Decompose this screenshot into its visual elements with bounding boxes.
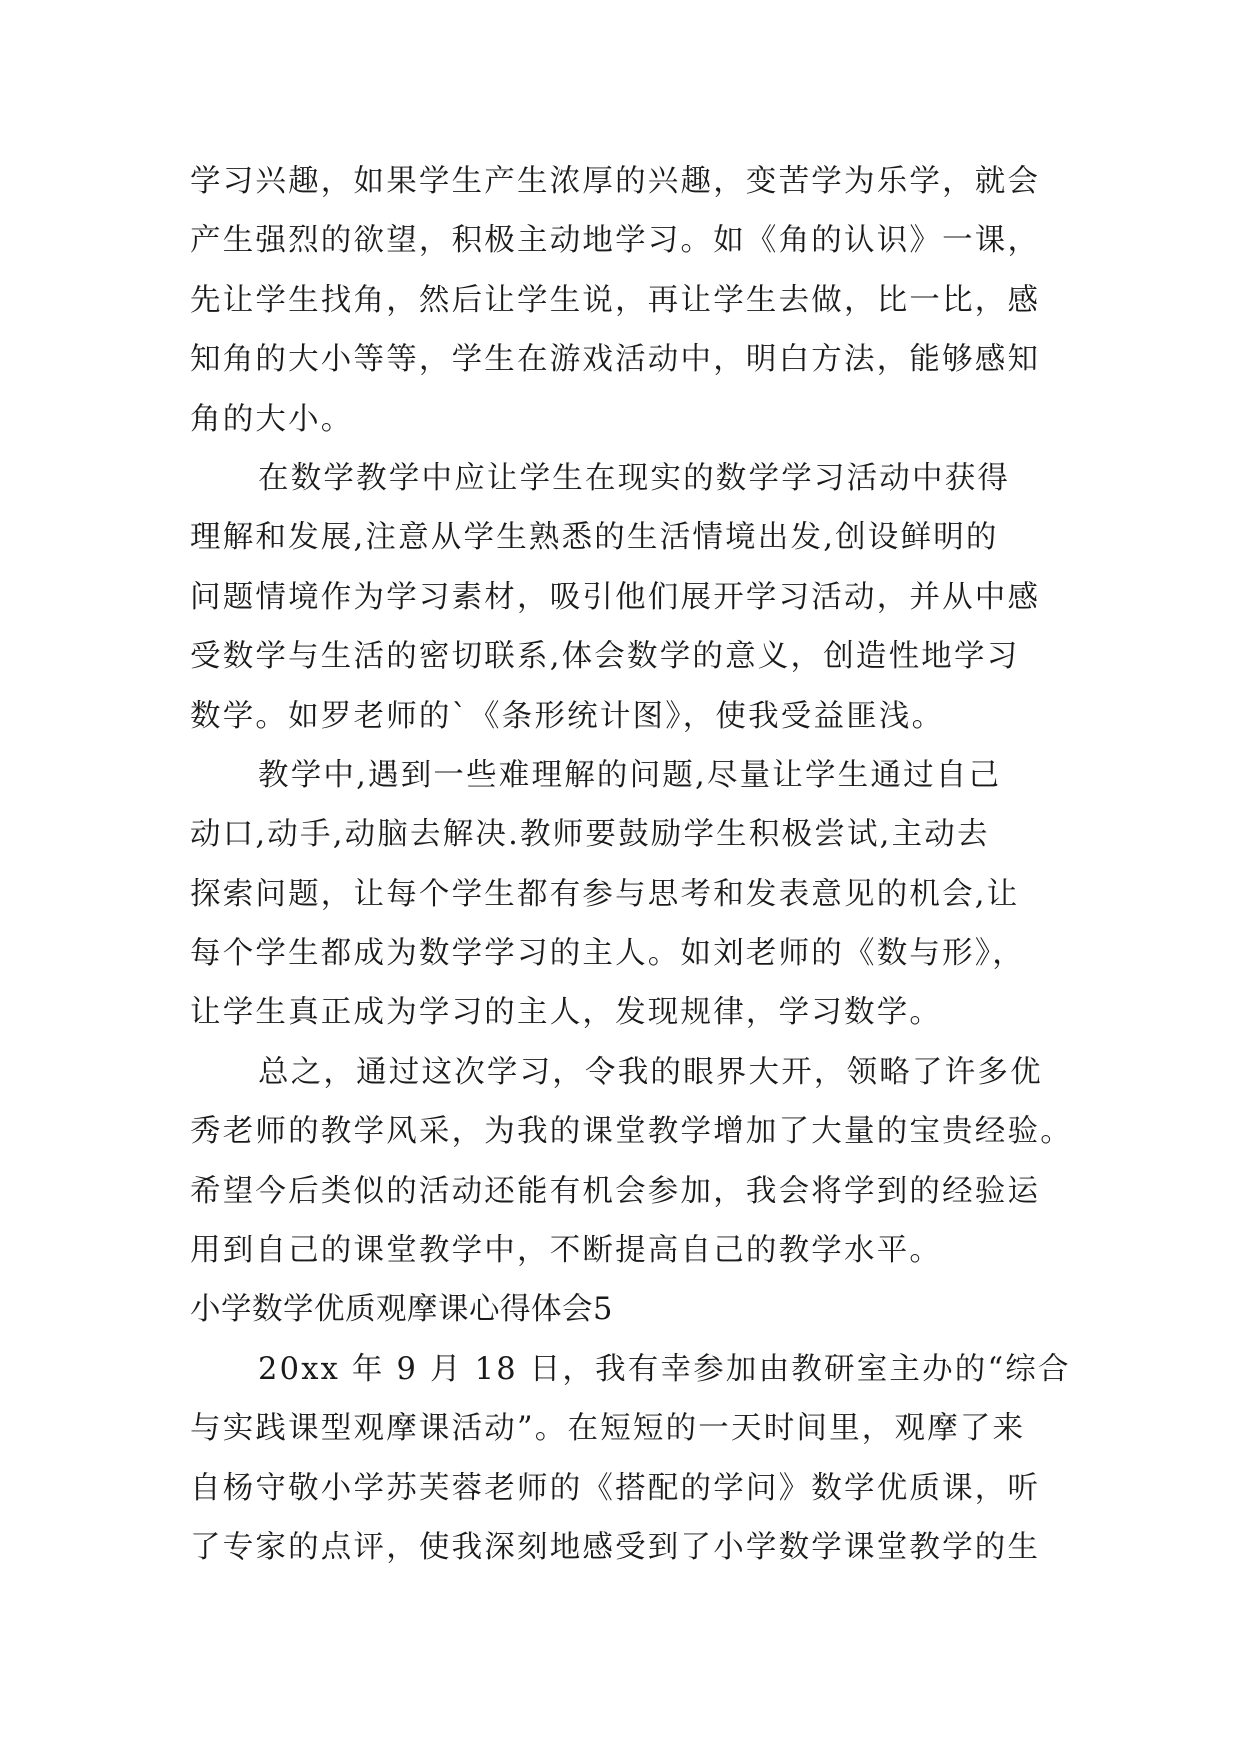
- paragraph-start-line: 总之，通过这次学习，令我的眼界大开，领略了许多优: [258, 1054, 1043, 1090]
- text-line: 每个学生都成为数学学习的主人。如刘老师的《数与形》，: [190, 936, 1025, 972]
- paragraph-start-line: 在数学教学中应让学生在现实的数学学习活动中获得: [258, 460, 1011, 496]
- text-line: 问题情境作为学习素材，吸引他们展开学习活动，并从中感: [190, 579, 1041, 615]
- text-line: 角的大小。: [190, 401, 354, 437]
- text-line: 理解和发展,注意从学生熟悉的生活情境出发,创设鲜明的: [190, 520, 999, 556]
- text-line: 数学。如罗老师的`《条形统计图》，使我受益匪浅。: [190, 698, 945, 734]
- text-line: 希望今后类似的活动还能有机会参加，我会将学到的经验运: [190, 1173, 1041, 1209]
- text-line: 探索问题，让每个学生都有参与思考和发表意见的机会,让: [190, 876, 1020, 912]
- text-line: 先让学生找角，然后让学生说，再让学生去做，比一比，感: [190, 282, 1041, 318]
- document-body: [190, 152, 1073, 1577]
- section-heading: 小学数学优质观摩课心得体会5: [190, 1292, 613, 1328]
- text-line: 秀老师的教学风采，为我的课堂教学增加了大量的宝贵经验。: [190, 1114, 1073, 1150]
- text-line: 与实践课型观摩课活动”。在短短的一天时间里，观摩了来: [190, 1411, 1026, 1447]
- text-line: 了专家的点评，使我深刻地感受到了小学数学课堂教学的生: [190, 1529, 1041, 1565]
- text-line: 受数学与生活的密切联系,体会数学的意义，创造性地学习: [190, 639, 1020, 675]
- text-line: 用到自己的课堂教学中，不断提高自己的教学水平。: [190, 1233, 943, 1269]
- paragraph-start-line: 教学中,遇到一些难理解的问题,尽量让学生通过自己: [258, 757, 1002, 793]
- paragraph-start-line: 20xx 年 9 月 18 日，我有幸参加由教研室主办的“综合: [258, 1351, 1071, 1387]
- text-line: 知角的大小等等，学生在游戏活动中，明白方法，能够感知: [190, 342, 1041, 378]
- text-line: 产生强烈的欲望，积极主动地学习。如《角的认识》一课，: [190, 223, 1041, 259]
- text-line: 学习兴趣，如果学生产生浓厚的兴趣，变苦学为乐学，就会: [190, 164, 1041, 199]
- text-line: 自杨守敬小学苏芙蓉老师的《搭配的学问》数学优质课，听: [190, 1470, 1041, 1506]
- text-line: 动口,动手,动脑去解决.教师要鼓励学生积极尝试,主动去: [190, 817, 990, 853]
- text-line: 让学生真正成为学习的主人，发现规律，学习数学。: [190, 995, 943, 1031]
